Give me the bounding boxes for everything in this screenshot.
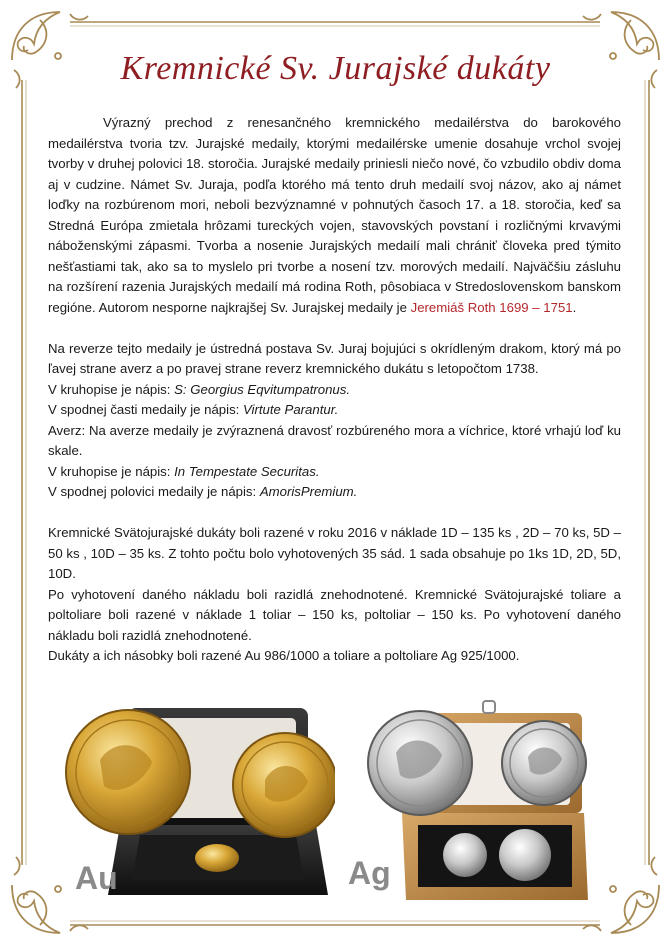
inscription-text: In Tempestate Securitas. <box>174 463 320 479</box>
dies-paragraph: Po vyhotovení daného nákladu boli razidlá znehodnotené. Kremnické Svätojurajské toliare a poltoliare boli razené v náklade 1 toliar – 150 ks, poltoliar – 150 ks. Po vyhotovení daného nákladu boli razidlá znehodnotené. <box>48 586 621 643</box>
intro-text: Výrazný prechod z renesančného kremnického medailérstva do barokového medailérstva tvoria tzv. Jurajské medaily, ktorými medailérske umenie dosahuje vrchol svojej tvorby v druhej polovici 18. storočia. Jurajské medaily priniesli niečo nové, čo vzbudilo obdiv doma aj v cudzine. Námet Sv. Juraja, podľa ktorého má tento druh medailí svoj názov, ako aj námet loďky na rozbúrenom mori, neboli bezvýznamné v pohnutých časoch 17. a 18. storočia, keď sa Stredná Európa zmietala hrôzami tureckých vojen, stavovských povstaní i rozličnými krvavými náboženskými zápasmi. Tvorba a nosenie Jurajských medailí mali chrániť človeka pred týmito nešťastiami tak, ako sa to myslelo pri tvorbe a nosení tzv. morových medailí. Najväčšiu zásluhu na rozšírení razenia Jurajských medailí má rodina Roth, pôsobiaca v Stredoslovenskom banskom regióne. Autorom nesporne najkrajšej Sv. Jurajskej medaily je <box>48 115 621 315</box>
inscription-line-3: V kruhopise je nápis: In Tempestate Securitas. <box>48 463 320 479</box>
author-highlight: Jeremiáš Roth 1699 – 1751 <box>410 299 573 315</box>
inscription-line-2: V spodnej časti medaily je nápis: Virtute Parantur. <box>48 402 339 417</box>
reverse-paragraph: Na reverze tejto medaily je ústredná postava Sv. Juraj bojujúci s okrídleným drakom, ktorý má po ľavej strane averz a po pravej strane reverz kremnického dukátu s letopočtom 1738. <box>48 340 621 376</box>
label-au: Au <box>75 860 118 896</box>
inscription-line-1: V kruhopise je nápis: S: Georgius Eqvitumpatronus. <box>48 381 351 397</box>
obverse-paragraph: Averz: Na averze medaily je zvýraznená dravosť rozbúreného mora a víchrice, ktoré vrhajú loď ku skale. <box>48 422 621 458</box>
article-body <box>48 113 621 667</box>
silver-thalers-photo <box>362 695 602 910</box>
fineness-paragraph: Dukáty a ich násobky boli razené Au 986/1000 a toliare a poltoliare Ag 925/1000. <box>48 648 520 663</box>
intro-end: . <box>572 299 577 315</box>
inscription-text: S: Georgius Eqvitumpatronus. <box>174 381 351 397</box>
label-ag: Ag <box>348 855 391 891</box>
inscription-text: Virtute Parantur. <box>243 402 339 417</box>
inscription-text: AmorisPremium. <box>259 484 358 499</box>
mintage-paragraph: Kremnické Svätojurajské dukáty boli razené v roku 2016 v náklade 1D – 135 ks , 2D – 70 ks, 5D – 50 ks , 10D – 35 ks. Z tohto počtu bolo vyhotovených 35 sád. 1 sada obsahuje po 1ks 1D, 2D, 5D, 10D. <box>48 525 621 581</box>
inscription-line-4: V spodnej polovici medaily je nápis: AmorisPremium. <box>48 484 358 499</box>
page-title: Kremnické Sv. Jurajské dukáty <box>120 50 551 87</box>
intro-paragraph <box>48 113 621 318</box>
